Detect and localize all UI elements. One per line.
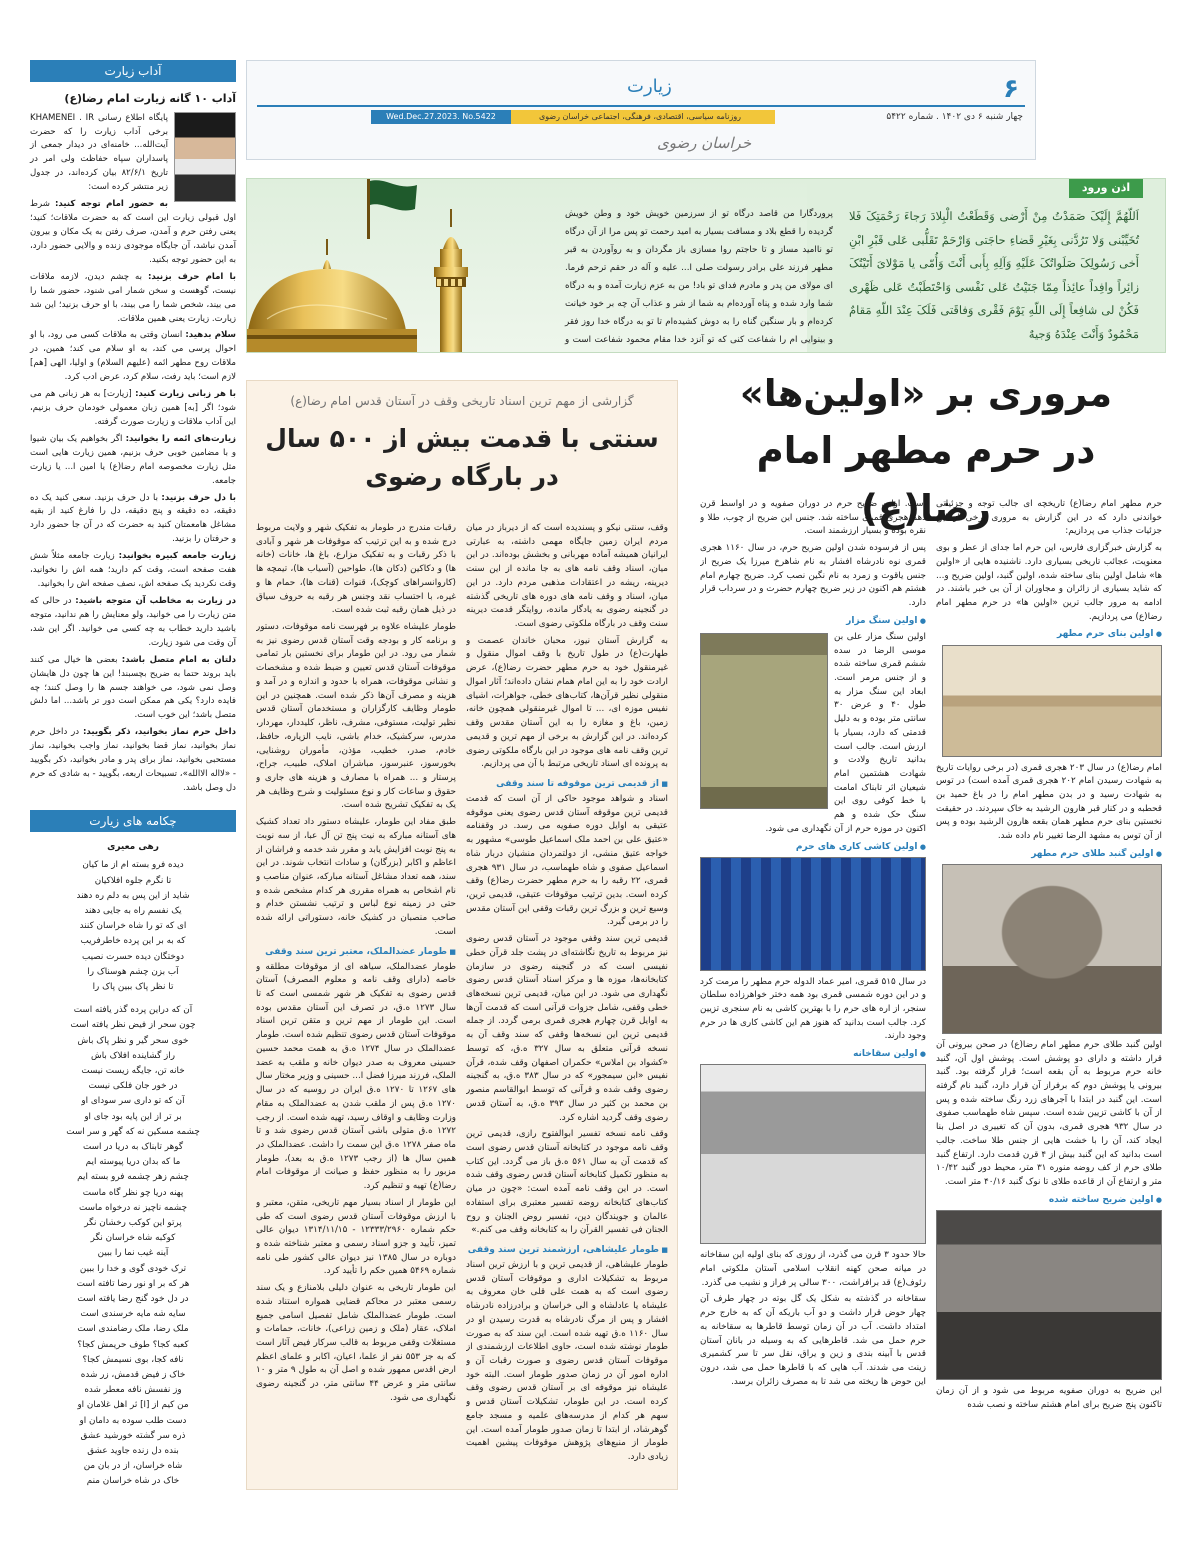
first-tilework-photo xyxy=(700,857,926,971)
photo-caption: ● اولین سنگ مزار xyxy=(700,614,926,628)
first-saqqakhaneh-photo xyxy=(700,1064,926,1244)
poem-line: دست طلب سوده به دامان او xyxy=(79,1415,187,1426)
adab-rule-lead: در زیارت به مخاطب آن متوجه باشید: xyxy=(75,596,236,607)
paragraph: حالا حدود ۳ قرن می گذرد، از روزی که بنای اولیه این سقاخانه در میانه صحن کهنه انقلاب اسلامی آستان ملکوتی امام رئوف(ع) قد برافراشت، ۳۰۰ سالی پر فراز و نشیب می گذرد. xyxy=(700,1250,926,1288)
subheading: ■ طومار علیشاهی، ارزشمند ترین سند وقفی xyxy=(466,1243,668,1257)
poem-line: ترک خودی گوی و خدا را ببین xyxy=(79,1263,187,1274)
waqf-article-title: سنتی با قدمت بیش از ۵۰۰ سال در بارگاه رضوی xyxy=(265,424,659,491)
poem-stanza-gap xyxy=(30,995,236,1003)
poem-line: تا نگرم جلوه افلاکیان xyxy=(94,875,172,886)
paragraph: طومار علیشاه علاوه بر فهرست نامه موقوفات، دستور و برنامه کار و بودجه وقت آستان قدس رضوی نیز به شمار می رود. در این طومار برای نخستین بار تمامی موقوفات آستان قدس تعیین و ضبط شده و مشخصات و نشانی موقوفات، همراه با حدود و اندازه و در آمد و هزینه و مصرف آن‌ها ذکر شده است. همچنین در این طومار وظایف کارگزاران و مستخدمان آستان قدس نظیر تولیت، مستوفی، مشرف، ناظر، کلیددار، مهردار، مدرس، سرکشیک، خدام باشی، نایب الزیاره، حافظ، خادم، صدر، خطیب، مؤذن، مأموران روشنایی، بخورسوز، عنبرسوز، مباشران املاک، طبیب، جراح، پرستار و ... همراه با مصارف و هزینه های جاری و حقوق و ساعات کار و نوع مسئولیت و شرح وظایف هر یک به تفکیک تشریح شده است. xyxy=(256,622,456,811)
poem-line: ای که تو را شاه خراسان کنند xyxy=(79,921,187,932)
waqf-article-kicker: گزارشی از مهم ترین اسناد تاریخی وقف در آستان قدس امام رضا(ع) xyxy=(290,394,634,408)
poem-line: کعبه کجا؟ طوف حریمش کجا؟ xyxy=(77,1339,189,1350)
adab-rule-text: [زیارت] به هر زبانی هم می شود؛ اگر [به] همین زبان معمولی خودمان حرف بزنیم، این آداب ملاقات و زیارت صورت گرفته. xyxy=(30,389,236,427)
sidebar xyxy=(30,60,237,1487)
adab-rule xyxy=(30,492,236,548)
paragraph: طومار عضدالملک، سیاهه ای از موقوفات مطلقه و خاصه (دارای وقف نامه و معلوم المصرف) آستان قدس رضوی به تفکیک هر شهر شمسی است که تا سال ۱۲۷۳ ه.ق، در تصرف این آستان مقدس بوده است. این طومار از مهم ترین و متقن ترین اسناد موقوفات آستان قدس رضوی تنظیم شده است. طومار عضدالملک در سال ۱۲۷۴ ه.ق به همت محمد حسین حسینی معروف به صدر دیوان خانه و ملقب به عضد الملک، فرزند میرزا فضل ا... حسینی و وزیر مختار سال های ۱۲۶۷ تا ۱۲۷۰ ه.ق ایران در روسیه که در سال ۱۲۷۰ ه.ق پس از ملقب شدن به عضدالملک به مقام وزارت وظایف و اوقاف رسید، تهیه شده است. از رجب ۱۲۷۲ ه.ق متولی باشی آستان قدس رضوی شد و تا ماه صفر ۱۲۷۸ ه.ق این سمت را داشت. عضدالملک در همین سال ها (از رجب ۱۲۷۳ ه.ق به بعد)، طومار مزبور را به منظور حفظ و صیانت از موقوفات امام رضا(ع) تهیه و تنظیم کرد. xyxy=(256,961,456,1192)
paragraph: اولین گنبد طلای حرم مطهر امام رضا(ع) در صحن بیرونی آن قرار داشته و دارای دو پوشش است. پوشش اول آن، گنبد خانه حرم مربوط به آن بقعه است؛ قرار گرفته بود. گنبد بیرونی یا پوشش دوم که برفراز آن قرار دارد، گنبد نام گرفته است. این گنبد در ابتدا با آجرهای زرد رنگ ساخته شده و پس از آن با کاشی تزیین شده است. سپس شاه طهماسب صفوی در سال ۹۳۲ هجری قمری، بدون آن که تغییری در اصل بنا ایجاد کند، آن را با خشت هایی از جنس طلا ساخت. جالب است بدانید که این گنبد بیش از ۴ قرن قدمت دارد. ارتفاع گنبد طلای حرم از کف روضه منوره ۳۱ متر، محیط دور گنبد ۱۰/۴۲ متر و ارتفاع آن از قاعده طلای تا نوک گنبد ۴۰/۱۶ متر است. xyxy=(936,1039,1162,1188)
entry-permission-tag: اذن ورود xyxy=(1069,178,1143,198)
page-number: ۶ xyxy=(1003,74,1019,104)
poem-line: آن که تو داری سر سودای او xyxy=(81,1096,185,1107)
paragraph: حرم مطهر امام رضا(ع) تاریخچه ای جالب توجه و جزئیاتی خواندنی دارد که در این گزارش به مروری برخی از این جزئیات جذاب می پردازیم: xyxy=(936,499,1162,537)
adab-rules-list xyxy=(30,198,236,796)
translation-text: پروردگارا من قاصد درگاه تو از سرزمین خویش خود و وطن خویش گردیده را قطع بلاد و مسافت بسیار به امید رحمت تو پس مرا از آن درگاه تو ناامید مساز و تا حاجتم روا مسازی باز مگردان و به روآوردن به قبر مطهر فرزند علی برادر رسولت صلی ا... علیه و آله در حقم ترحم فرما. ای مولای من پدر و مادرم فدای تو باد! من به عزم زیارت آمده و به درگاه شما وارد شده و پناه آورده‌ام به شما از شر و عذاب آن چه بر خود خیانت کرده‌ام و بار سنگین گناه را به دوش کشیده‌ام تا تو به درگاه خدا روز فقر و بینوایی ام را شفاعت کنی که تو آنزد خدا مقام محمود شفاعت است و xyxy=(565,209,833,346)
adab-rule xyxy=(30,329,236,385)
poem-heading: چکامه های زیارت xyxy=(30,810,236,832)
adab-rule-lead: سلام بدهید: xyxy=(185,330,236,341)
adab-rule-text: در داخل حرم نماز بخوانید، نماز قضا بخوانید، نماز واجب بخوانید، نماز مستحبی بخوانید، نماز برای پدر و مادر بخوانید، ذکر بگویید - «لااله الاالله»، تسبیحات اربعه، بگویید - به شادی که حرم دل وصل باشد. xyxy=(30,727,236,793)
poem-line: شاید از این پس به دلم ره دهند xyxy=(76,890,190,901)
adab-rule-text: به چشم دیدن، لازمه ملاقات نیست، گوهست و سخن شمار امی شنود، حضور شما را می بیند، شخص شما را می بیند، با او حرف بزنید؛ این شد زیارت. زیارت یعنی همین ملاقات. xyxy=(30,271,236,324)
paragraph: پس از فرسوده شدن اولین ضریح حرم، در سال ۱۱۶۰ هجری قمری نوه نادرشاه افشار به نام شاهرخ میرزا یک ضریح از جنس یاقوت و زمرد به نام نگین نصب کرد. ضریح چهارم امام هشتم هم اکنون در زیر ضریح چهارم حضرت و در سرداب قرار دارد. xyxy=(700,543,926,609)
photo-caption: ● اولین کاشی کاری های حرم xyxy=(700,840,926,854)
adab-rule-lead: با هر زبانی زیارت کنید: xyxy=(135,389,236,400)
adab-rule-lead: به حضور امام توجه کنید: xyxy=(54,199,168,210)
adab-rule xyxy=(30,198,236,268)
adab-rule-lead: دلتان به امام متصل باشد: xyxy=(121,654,236,665)
firsts-title-line-1: مروری بر «اولین‌ها» xyxy=(739,372,1113,415)
poem-line: دوختگان دیده حسرت نصیب xyxy=(81,951,185,962)
adab-rule xyxy=(30,550,236,592)
poem-author: رهی معیری xyxy=(107,841,159,852)
paragraph: این ضریح به دوران صفویه مربوط می شود و از آن زمان تاکنون پنج ضریح برای امام هشتم ساخته و نصب شده xyxy=(936,1385,1162,1410)
header-divider xyxy=(257,105,1025,107)
firsts-article-column-right xyxy=(936,498,1162,1488)
issue-date-english: Wed.Dec.27.2023. No.5422 xyxy=(371,110,511,124)
poem-line: یک نفسم راه به جایی دهند xyxy=(84,905,182,916)
poem-line: آن که دراین پرده گذر یافته است xyxy=(73,1005,193,1016)
photo-caption: ● اولین سقاخانه xyxy=(700,1047,926,1061)
adab-rule-lead: با امام حرف بزنید: xyxy=(147,271,237,282)
adab-title: آداب ۱۰ گانه زیارت امام رضا(ع) xyxy=(64,92,236,105)
haram-old-building-photo xyxy=(942,645,1162,757)
poem-line: من کیم از [ا] ثر اهل غلامان او xyxy=(77,1400,189,1411)
adab-rule xyxy=(30,271,236,327)
adab-rule-text: شرط اول قبولی زیارت این است که به حضرت ملاقات؛ کنید؛ یعنی رفتن حرم و آمدن، صرف رفتن به یک مکان و بیرون آمدن نباشد، آن جایگاه موجودی زنده و والایی حضور دارد، به این حضور توجه بکنید. xyxy=(30,199,236,265)
poem-line: سایه شه مایه خرسندی است xyxy=(80,1309,186,1320)
adab-rule-lead: با دل حرف بزنید: xyxy=(161,492,236,503)
paragraph: در سال ۵۱۵ قمری، امیر عماد الدوله حرم مطهر را مرمت کرد و در این دوره شمسی قمری بود همه دختر خواهرزاده سلطان سنجر، از اره های حرم را با بهترین کاشی به نام سنجری تزیین کرد. جالب است بدانید که هنوز هم این کاشی کاری ها در حرم وجود دارند. xyxy=(700,976,926,1042)
entry-permission-banner xyxy=(246,178,1166,353)
adab-rule xyxy=(30,388,236,430)
newspaper-description: روزنامه سیاسی، اقتصادی، فرهنگی، اجتماعی خراسان رضوی xyxy=(505,110,775,124)
firsts-title-line-2: در حرم مطهر امام رضا(ع) xyxy=(756,429,1096,530)
poem-line: چشمه ناچیز نه درخواه ماست xyxy=(78,1202,188,1213)
poem-line: ذره سر گشته خورشید عشق xyxy=(80,1430,186,1441)
adab-rule-text: بعضی ها خیال می کنند باید بروند حتما به ضریح بچسبند! این ها چون دل هایشان وصل نمی شود، می خواهند جسم ها را وصل کنند؛ چه فایده دارد؟ یکی هم ممکن است دور تر باشد... اما دلش متصل باشد؛ این خوب است. xyxy=(30,654,236,721)
poem-line: وز نفسش نافه معطر شده xyxy=(84,1385,182,1396)
paragraph: اولین سنگ مزار علی بن موسی الرضا در سده ششم قمری ساخته شده و از جنس مرمر است. ابعاد این سنگ مزار به طول ۴۰ و عرض ۳۰ سانتی متر بوده و به دلیل قدمتی که دارد، بسیار با ارزش است. جالب است بدانید تاریخ ولادت و شهادت هشتمین امام شیعیان اثر تابناک امامت با خط کوفی روی این سنگ حک شده و هم اکنون در موزه حرم از آن نگهداری می شود. xyxy=(765,631,926,834)
first-zarih-photo xyxy=(936,1210,1162,1380)
poem-line: در دل خود گنج رضا یافته است xyxy=(77,1294,189,1304)
paragraph: است. اولین ضریح حرم در دوران صفویه و در اواسط قرن دهم هجری قمری ساخته شد. جنس این ضریح از چوب، طلا و نقره بوده و بسیار ارزشمند است. xyxy=(700,499,926,537)
paragraph: رقبات مندرج در طومار به تفکیک شهر و ولایت مربوط درج شده و به این ترتیب که موقوفات هر شهر و آبادی با ذکر رقبات و به تفکیک مزارع، باغ ها، خانات (خانه ها) و دکاکین (دکان ها)، طواحین (آسیاب ها)، تیمچه ها (کاروانسراهای کوچک)، قنوات (قنات ها)، حمام ها و غیره، با احتساب نقد وجنس هر رقبه به حروف سیاق در ذیل همان رقبه ثبت شده است. xyxy=(256,523,456,616)
poem-line: پهنه دریا چو نظر گاه ماست xyxy=(82,1187,184,1198)
adab-heading: آداب زیارت xyxy=(30,60,236,82)
poem-line: شاه خراسان، از در بان من xyxy=(83,1461,183,1472)
poem-line: در خور جان فلکی نیست xyxy=(88,1081,178,1092)
poem-line: آب بزن چشم هوسناک را xyxy=(87,966,179,977)
photo-caption: ● اولین ضریح ساخته شده xyxy=(936,1193,1162,1207)
waqf-article-column-right xyxy=(466,522,668,1480)
golden-dome-old-photo xyxy=(942,864,1162,1034)
entry-prayer-translation xyxy=(565,205,833,353)
poem-line: راز گشاینده افلاک باش xyxy=(90,1050,175,1061)
poem-line: بر تر از این پایه بود جای او xyxy=(84,1111,182,1122)
poem-line: دیده فرو بسته ام از ما کیان xyxy=(82,860,184,871)
paragraph: طومار علیشاهی، از قدیمی ترین و با ارزش ترین اسناد مربوط به تشکیلات اداری و موقوفات آستان قدس رضوی است که به همت علی قلی خان معروف به علیشاه یا عادلشاه و الی خراسان و برادرزاده نادرشاه افشار و پس از مرگ نادرشاه به قدرت رسیدن او در سال ۱۱۶۰ ه.ق تهیه شده است. این سند که به صورت طومار نوشته شده است، حاوی اطلاعات ارزشمندی از موقوفات آستان قدس رضوی و صورت رقبات آن و اداره امور آن در زمان صدور طومار است. البته خود علیشاه نیز موقوفه ای بر آستان قدس رضوی وقف کرده است. در این طومار، تشکیلات آستان قدس و سهم هر کدام از مدرسه‌های علمیه و مسجد جامع گوهرشاد، از ابتدا تا زمان صدور طومار آمده است. این طومار از منبع‌های پژوهش موقوفات پیشین اهمیت زیادی دارد. xyxy=(466,1260,668,1463)
section-title: زیارت xyxy=(627,76,672,97)
subheading: ■ از قدیمی ترین موقوفه تا سند وقفی xyxy=(466,777,668,791)
poem-line: چشمه مسکین نه که گهر و سر است xyxy=(66,1126,200,1137)
adab-rule-lead: داخل حرم نماز بخوانید، ذکر بگویید: xyxy=(82,727,236,738)
poem-line: چون سحر از فیض نظر یافته است xyxy=(70,1020,196,1031)
poem-line: ما که بدان دریا پیوسته ایم xyxy=(85,1157,181,1168)
paragraph: امام رضا(ع) در سال ۲۰۳ هجری قمری (در برخی روایات تاریخ به شهادت رسیدن امام ۲۰۲ هجری قمری آمده است) در توس به شهادت رسید و در بدن مطهر امام را در باغ حمید بن قحطبه و در کنار قبر هارون الرشید به خاک سپردند. در حقیقت نخستین بنای حرم مطهر همان بقعه هارون الرشید بوده و پس از آن توس به مشهد الرضا تغییر نام داده شد. xyxy=(936,762,1162,842)
entry-prayer-arabic: اَللّهُمَّ إِلَیْکَ صَمَدْتُ مِنْ أَرْضی وَقَطَعْتُ الْبِلادَ رَجاءَ رَحْمَتِکَ فَلا تُخَیِّبْنی وَلا تَرُدَّنی بِغَیْرِ قَضاءِ حاجَتی وَارْحَمْ تَقَلُّبی عَلی قَبْرِ ابْنِ أَخی رَسُولِکَ صَلَواتُکَ عَلَیْهِ وَآلِهِ بِأَبی أَنْتَ وَأُمّی یا مَوْلایَ أَتَیْتُکَ زائِراً وافِداً عائِذاً مِمّا جَنَیْتُ عَلی نَفْسی وَاحْتَطَبْتُ عَلی ظَهْری فَکُنْ لی شافِعاً إِلَی اللّهِ یَوْمَ فَقْری وَفاقَتی فَلَکَ عِنْدَ اللّهِ مَقامٌ مَحْمُودٌ وَأَنْتَ عِنْدَهُ وَجیهٌ xyxy=(849,209,1139,341)
photo-caption: ● اولین گنبد طلای حرم مطهر xyxy=(936,847,1162,861)
poem-line: خاک در شاه خراسان منم xyxy=(86,1476,180,1487)
adab-rule xyxy=(30,726,236,796)
adab-rule xyxy=(30,433,236,489)
adab-rule-text: انسان وقتی به ملاقات کسی می رود، با او احوال پرسی می کند، به او سلام می کند؛ همین، در ملاقات روح مطهر ائمه (علیهم السلام) و اولیا، الهی [هم] لازم است؛ باید رفت، سلام کرد، عرض ادب کرد. xyxy=(30,330,236,383)
poem-line: ملک رضا، ملک رضامندی است xyxy=(77,1324,189,1335)
waqf-article-column-left xyxy=(256,522,456,1480)
paragraph: به گزارش خبرگزاری فارس، این حرم اما جدای از عطر و بوی معنویت، عجائب تاریخی بسیاری دارد. ناشنیده هایی از «اولین ها» شامل اولین بنای ساخته شده، اولین گنبد، اولین ضریح و... که شاید بسیاری از زائران و مجاوران از آن بی خبر باشند. در ادامه به مرور جالب ترین «اولین ها» در حرم مطهر امام رضا(ع) می پردازیم. xyxy=(936,543,1162,622)
poem-line: پرتو این کوکب رخشان نگر xyxy=(84,1217,182,1228)
adab-rule-text: زیارت جامعه مثلاً شش هفت صفحه است، وقت کم دارید؛ همه اش را نخوانید، وقت نکردید یک صفحه اش، نصف صفحه اش را بخوانید. xyxy=(30,551,236,590)
issue-date: چهار شنبه ۶ دی ۱۴۰۲ . شماره ۵۴۲۲ xyxy=(886,112,1023,122)
paragraph: طبق مفاد این طومار، علیشاه دستور داد تعداد کشیک های آستانه مبارکه به نیت پنج تن آل عبا، از سه نوبت به پنج نوبت افزایش یابد و مقرر شد خدمه و فراشان از اعاظم و اکابر (بزرگان) و سادات انتخاب شوند. در این سند، همه تعداد مشاغل آستانه مبارکه، عنوان مناصب و نام اشخاص به همراه مقرری هر کدام مشخص شده و حتی در زمینه نوع لباس و ترتیب نشستن خدام و صاحب منصبان در کشیک خانه، دستوراتی ارائه شده است. xyxy=(256,817,456,937)
paragraph: به گزارش آستان نیوز، محبان خاندان عصمت و طهارت(ع) در طول تاریخ با وقف اموال منقول و غیرمنقول خود به حرم مطهر حضرت رضا(ع)، عرض ارادت خود را به این امام همام نشان داده‌اند؛ آثار اموال منقولی نظیر قرآن‌ها، کتاب‌های خطی، جواهرات، اشیای نفیس موزه ای، ... تا اموال غیرمنقولی همچون خانه، زمین، باغ و مغازه را به این آستان مقدس وقف کرده‌اند. در این گزارش به برخی از مهم ترین و قدیمی ترین وقف نامه های موجود در این بارگاه ملکوتی رضوی به پرونده ای اسناد تاریخی مرتبط با آن می پردازیم. xyxy=(466,635,668,770)
poem-line: که به بر این پرده خاطرفریب xyxy=(80,936,186,947)
poem-line: آینه غیب نما را ببین xyxy=(97,1248,169,1259)
paragraph: وقف نامه نسخه تفسیر ابوالفتوح رازی، قدیمی ترین وقف نامه موجود در کتابخانه آستان قدس رضوی است که قدمت آن به سال ۵۶۱ ه.ق باز می گردد. این کتاب به منظور تکمیل کتابخانه آستان قدس رضوی وقف شده است. در این وقف نامه آمده است: «چون در میان کتاب‌های کتابخانه روضه تفسیر معتبری برای استفاده عالمان و جویندگان دین، تفسیر روض الجنان و روح الجنان فی تفسیر القرآن را به کتابخانه وقف می کنم.» xyxy=(466,1129,668,1236)
page-header xyxy=(246,60,1036,160)
photo-caption: ● اولین بنای حرم مطهر xyxy=(936,627,1162,641)
poem-line: نافه کجا، بوی نسیمش کجا؟ xyxy=(82,1354,184,1365)
adab-rule-lead: زیارت‌های ائمه را بخوانید: xyxy=(125,433,237,444)
poem-line: کوکبه شاه خراسان نگر xyxy=(90,1233,176,1244)
leader-portrait-photo xyxy=(174,112,236,202)
firsts-article-column-left xyxy=(700,498,926,1488)
poem-line: گوهر تابناک به دریا در است xyxy=(82,1141,184,1152)
subheading: ■ طومار عضدالملک، معتبر ترین سند وقفی xyxy=(256,945,456,959)
first-tombstone-photo xyxy=(700,633,828,809)
adab-rule xyxy=(30,654,236,724)
poem-line: خوی سحر گیر و نظر پاک باش xyxy=(77,1035,189,1046)
newspaper-logo: خراسان رضوی xyxy=(657,134,752,152)
poem-line: چشم زهر چشمه فرو بسته ایم xyxy=(77,1172,189,1183)
paragraph: این طومار تاریخی به عنوان دلیلی بلامنازع و یک سند رسمی معتبر در محاکم قضایی همواره استناد شده است. طومار عضدالملک شامل تفصیل اسامی جمیع املاک، عقار (ملک و زمین زراعی)، خانات، حمامات و مستغلات وقفی مربوط به قالب سرکار فیض آثار است که به جز ۵۵۳ نفر از علما، اعیان، اکابر و علمای اعظم ارض اقدس ممهور شده و اصل آن به طول ۹ متر و ۱۰ سانتی متر و عرض ۴۴ سانتی متر، در گنجینه رضوی نگهداری می شود. xyxy=(256,1283,456,1403)
paragraph: وقف، سنتی نیکو و پسندیده است که از دیرباز در میان مردم ایران زمین جایگاه مهمی داشته، به عبارتی ایرانیان همیشه آماده مهربانی و بخشش بوده‌اند. در این میان، اسناد وقف نامه های به جا مانده از این سنت دیرینه، ریشه در اعتقادات مذهبی مردم دارد. در این میان، اسناد و وقف نامه های دوره های تاریخی گذشته در گنجینه رضوی به یادگار مانده، روایتگر قدمت دیرینه سنت وقف در بارگاه ملکوتی رضوی است. xyxy=(466,523,668,630)
adab-rule-text: اگر بخواهیم یک بیان شیوا و با مضامین خوبی حرف بزنیم، همین زیارت هایی است مثل زیارت مخصوصه امام رضا(ع) یا امین ا... یا زیارت جامعه. xyxy=(30,433,236,486)
paragraph: قدیمی ترین سند وقفی موجود در آستان قدس رضوی نیز مربوط به تاریخ نگاشته‌ای در پشت جلد قرآن خطی نفیسی است که در گنجینه رضوی در سازمان کتابخانه‌ها، موزه ها و مرکز اسناد آستان قدس رضوی نگهداری می شود. در این میان، قدیمی ترین نسخه‌های خطی وقفی، شامل جزوات قرآنی است که قدمت آن‌ها به اوایل قرن چهارم هجری قمری برمی گردد. از جمله قدیمی ترین این نسخه‌ها وقفی که سند وقف آن به نسخه قرآنی متعلق به سال ۳۲۷ ه.ق، که توسط «کشواد بن املاس» حکمران اصفهان وقف شده، قرآن نفیس «ابن سیمجور» که در سال ۳۸۳ ه.ق، به گنجینه رضوی وقف شده و قرآنی که توسط ابوالقاسم منصور بن محمد بن کثیر در سال ۳۹۳ ه.ق، به آستان قدس رضوی وقف گردید اشاره کرد. xyxy=(466,934,668,1123)
paragraph: سقاخانه در گذشته به شکل یک گل بوته در چهار طرف آن چهار حوض قرار داشت و دو آب باریکه آن که به خارج حرم امتداد داشت. آب در آن زمان توسط قاطرها به سقاخانه به حرم حمل می شد. قاطرهایی که به وسیله در بانان آستان قدس با آبینه بندی و زین و یراق، نقل سر تا سر کشمیری زینت می شدند. آب هایی که با قاطرها حمل می شد، درون این حوض ها ریخته می شد تا به مصرف زائران برسد. xyxy=(700,1294,926,1387)
adab-rule-text: در حالی که متن زیارت را می خوانید، ولو معنایش را هم ندانید، متوجه باشید دارید خطاب به چه کسی می خوانید. اگر این شد، آن وقت می شود زیارت. xyxy=(30,596,236,648)
adab-rule-lead: زیارت جامعه کبیره بخوانید: xyxy=(118,551,236,562)
paragraph: این طومار از اسناد بسیار مهم تاریخی، متقن، معتبر و با ارزش موقوفات آستان قدس رضوی است که طی حکم شماره ۱۲۳۳۳/۲۹۶۰ - ۱۳۱۴/۱۱/۱۵ دیوان عالی تمیز، تأیید و جزو اسناد رسمی و معتبر شناخته شده و دوباره در سال ۱۳۸۵ نیز دیوان عالی کشور طی نامه شماره ۵۴۶۹ همین حکم را تأیید کرد. xyxy=(256,1197,456,1277)
poem xyxy=(30,858,236,1489)
adab-rule-text: با دل حرف بزنید. سعی کنید یک ده دقیقه، ده دقیقه و پنج دقیقه، دل را فارغ کنید از بقیه مشاغل هامعمتان کنید به حضرت که در آن جا حضور دارد و حرفتان را بزنید. xyxy=(30,492,236,545)
poem-line: خاک ز فیض قدمش، زر شده xyxy=(80,1370,186,1381)
poem-line: بنده دل زنده جاوید عشق xyxy=(87,1446,179,1457)
poem-line: خانه تن، جایگه زیست نیست xyxy=(81,1065,185,1076)
adab-intro: پایگاه اطلاع رسانی KHAMENEI . IR برخی آداب زیارت را که حضرت آیت‌الله... خامنه‌ای در دیدار جمعی از پاسداران سپاه حفاظت ولی امر در تاریخ ۸۲/۶/۱ بیان کرده‌اند، در جدول زیر منتشر کرده است: xyxy=(30,112,168,193)
poem-line: تا نظر پاک ببین پاک را xyxy=(92,981,174,992)
poem-line: هر که بر او نور رضا تافته است xyxy=(76,1278,190,1289)
paragraph: اسناد و شواهد موجود حاکی از آن است که قدمت قدیمی ترین موقوفه آستان قدس رضوی یعنی موقوفه عتیقی به اوایل دوره صفویه می رسد. در وقفنامه «عتیق علی بن احمد ملک اسماعیل طوسی» مشهور به خواجه عتیق منشی، از دولتمردان منشیان دربار شاه اسماعیل صفوی و شاه طهماسب، در سال ۹۳۱ هجری قمری، ۲۲ رقبه را به حرم مطهر حضرت رضا(ع) وقف کرده است. بدین ترتیب موقوفات عتیقی، قدیمی ترین، وسیع ترین و بزرگ ترین رقبات وقفی این آستان مقدس را در برمی گیرد. xyxy=(466,793,668,928)
adab-rule xyxy=(30,595,236,651)
